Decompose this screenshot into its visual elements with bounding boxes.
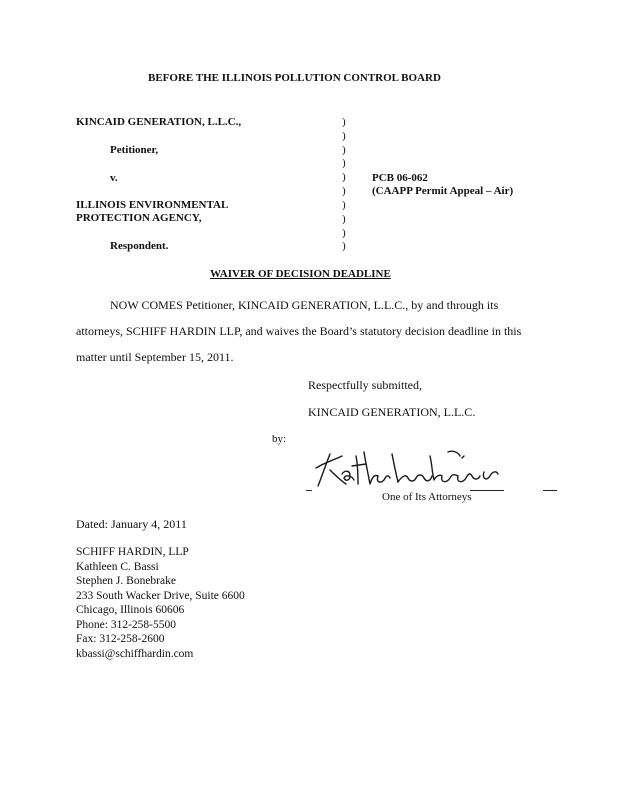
caption-paren: )	[342, 199, 346, 211]
caption-paren: )	[342, 213, 346, 225]
caption-paren: )	[342, 240, 346, 252]
caption-paren: )	[342, 185, 346, 197]
caption-paren: )	[342, 227, 346, 239]
caption-paren: )	[342, 171, 346, 183]
body-paragraph-line: matter until September 15, 2011.	[76, 350, 234, 364]
firm-name: SCHIFF HARDIN, LLP	[76, 546, 189, 558]
respondent-role: Respondent.	[110, 240, 169, 252]
signature-line	[470, 490, 504, 491]
street-address: 233 South Wacker Drive, Suite 6600	[76, 589, 245, 602]
date-line: Dated: January 4, 2011	[76, 517, 187, 531]
phone-number: Phone: 312-258-5500	[76, 618, 176, 631]
attorney-name: Stephen J. Bonebrake	[76, 575, 176, 587]
document-heading: WAIVER OF DECISION DEADLINE	[210, 268, 391, 280]
document-title: BEFORE THE ILLINOIS POLLUTION CONTROL BOARD	[148, 72, 441, 84]
signature-line-start	[306, 490, 312, 491]
caption-paren: )	[342, 157, 346, 169]
signer-title: One of Its Attorneys	[382, 491, 472, 503]
petitioner-name: KINCAID GENERATION, L.L.C.,	[76, 116, 242, 128]
respondent-name-line1: ILLINOIS ENVIRONMENTAL	[76, 199, 229, 211]
versus-label: v.	[110, 172, 118, 184]
caption-paren: )	[342, 144, 346, 156]
email-address: kbassi@schiffhardin.com	[76, 647, 194, 660]
caption-paren: )	[342, 116, 346, 128]
firm-address-block	[76, 545, 245, 661]
closing-phrase: Respectfully submitted,	[308, 378, 422, 392]
body-paragraph-line: NOW COMES Petitioner, KINCAID GENERATION, L.L.C., by and through its	[110, 298, 499, 312]
attorney-name: Kathleen C. Bassi	[76, 560, 159, 573]
signing-party: KINCAID GENERATION, L.L.C.	[308, 405, 476, 419]
caption-paren: )	[342, 130, 346, 142]
city-state-zip: Chicago, Illinois 60606	[76, 604, 185, 616]
case-number: PCB 06-062	[372, 172, 428, 184]
case-type: (CAAPP Permit Appeal – Air)	[372, 185, 514, 197]
by-label: by:	[272, 433, 287, 445]
signature-line-end	[543, 490, 557, 491]
handwritten-signature	[312, 446, 502, 492]
respondent-name-line2: PROTECTION AGENCY,	[76, 212, 202, 224]
body-paragraph-line: attorneys, SCHIFF HARDIN LLP, and waives the Board’s statutory decision deadline in this	[76, 324, 522, 338]
petitioner-role: Petitioner,	[110, 144, 159, 156]
fax-number: Fax: 312-258-2600	[76, 633, 165, 645]
